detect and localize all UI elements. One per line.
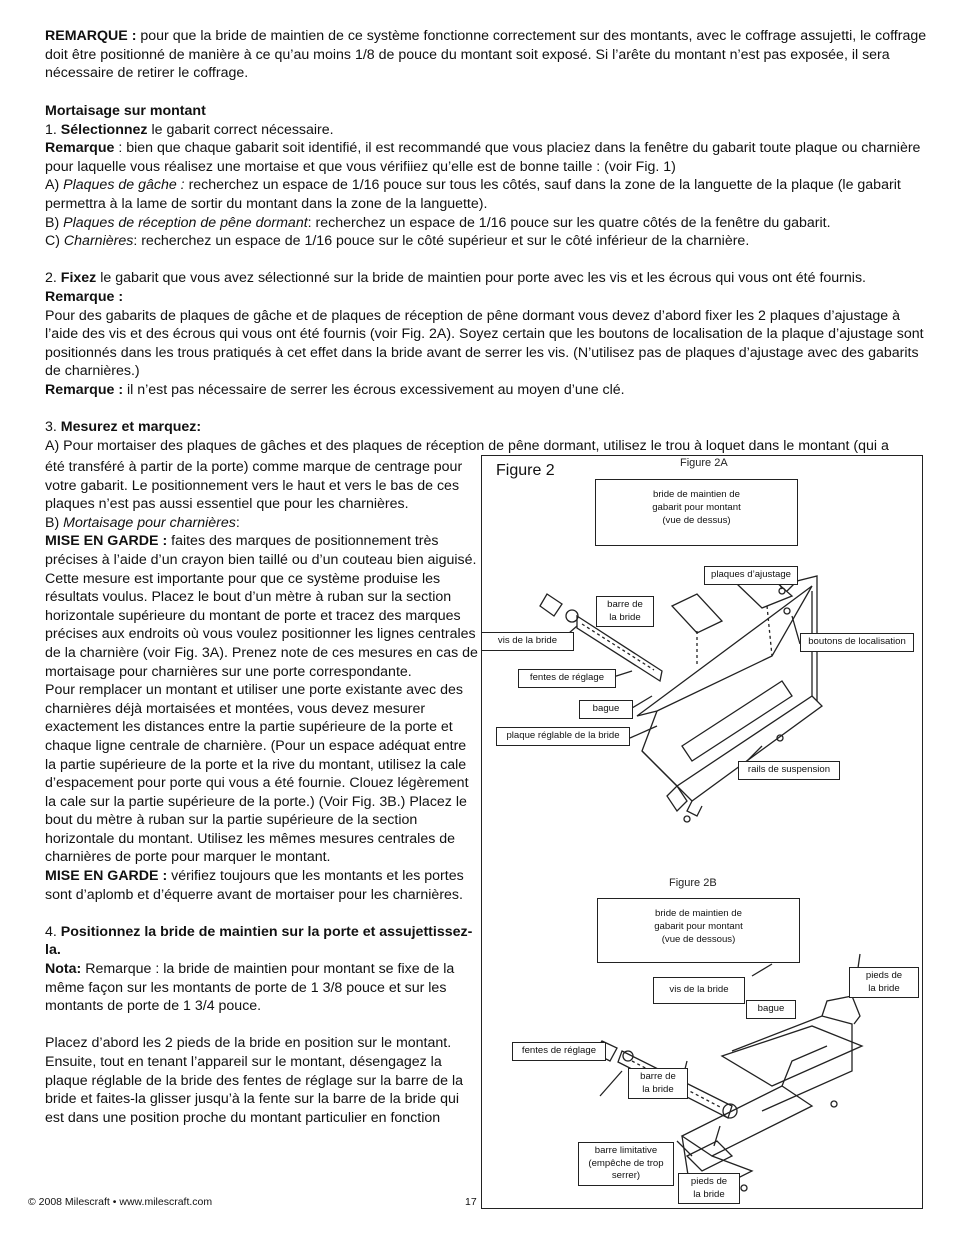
intro-remark: REMARQUE : pour que la bride de maintien de ce système fonctionne correctement sur des montants, avec le coffrage assujetti, le coffrage doit être positionné de manière à ce qu’au moins 1/8 de pouce du montant soit exposé. Si l’arête du montant n’est pas exposée, il sera nécessaire de retirer le coffrage. [45, 28, 927, 82]
step-4-para: Placez d’abord les 2 pieds de la bride en position sur le montant. Ensuite, tout en tenant l’appareil sur le montant, désengagez la plaque réglable de la bride des fentes de réglage sur la barre de la bride et faites-la glisser jusqu’à la fente sur la barre de la bride qui est dans une position proche du montant particulier en fonction [45, 1035, 464, 1126]
step-1: 1. Sélectionnez le gabarit correct nécessaire. [45, 121, 334, 138]
label-fentes-reglage-b: fentes de réglage [512, 1042, 606, 1061]
figure-title: Figure 2 [496, 462, 555, 479]
remark-label: REMARQUE : [45, 28, 137, 44]
step-1-c: C) Charnières: recherchez un espace de 1/16 pouce sur le côté supérieur et sur le côté inférieur de la charnière. [45, 233, 750, 250]
label-vis-de-la-bride-b: vis de la bride [653, 977, 745, 1004]
figure-2a-main-label: bride de maintien de gabarit pour montant (vue de dessus) [595, 479, 798, 546]
step-2-note-label: Remarque : [45, 288, 124, 305]
footer-copyright: © 2008 Milescraft • www.milescraft.com [28, 1196, 213, 1208]
label-rails-suspension: rails de suspension [738, 761, 840, 780]
label-bague-b: bague [746, 1000, 796, 1019]
label-plaques-ajustage: plaques d’ajustage [704, 566, 798, 585]
step-3-para-2: Pour remplacer un montant et utiliser une porte existante avec des charnières déjà mortaisées et montées, vous devez mesurer exactement les distances entre la partie supérieure de la porte et chaque ligne centrale de charnière. (Pour un espace adéquat entre la partie supérieure de la porte et la rive du montant, utilisez la cale d’espacement pour porte qui vous a été fournie. Clouez légèrement la cale sur la partie supérieure de la porte.) (Voir Fig. 3B.) Placez le bout du mètre à ruban sur la partie supérieure de la section horizontale du montant. Utilisez les mêmes mesures centrales de charnières de porte pour marquer le montant. [45, 682, 469, 866]
label-bague: bague [579, 700, 633, 719]
step-3: 3. Mesurez et marquez: [45, 419, 202, 436]
figure-2a-title: Figure 2A [680, 457, 728, 469]
step-3-a-cont: été transféré à partir de la porte) comme marque de centrage pour votre gabarit. Le positionnement vers le haut et vers le bas de ces plaques n’est pas aussi essentiel que pour les charnières. [45, 459, 463, 513]
step-1-note: Remarque : bien que chaque gabarit soit identifié, il est recommandé que vous placiez dans la fenêtre du gabarit toute plaque ou charnière pour laquelle vous réalisez une mortaise et que vous vérifiiez qu’elle est de bonne taille : (voir Fig. 1) [45, 140, 921, 175]
figure-2b-title: Figure 2B [669, 877, 717, 889]
step-1-b: B) Plaques de réception de pêne dormant: recherchez un espace de 1/16 pouce sur les quatre côtés de la fenêtre du gabarit. [45, 214, 831, 231]
label-boutons-localisation: boutons de localisation [800, 633, 914, 652]
step-4: 4. Positionnez la bride de maintien sur la porte et assujettissez-la. [45, 923, 473, 959]
section-1 [45, 102, 935, 455]
label-barre-de-la-bride-b: barre de la bride [628, 1068, 688, 1099]
warning-1: MISE EN GARDE : faites des marques de positionnement très précises à l’aide d’un crayon bien taillé ou d’un couteau bien aiguisé. [45, 533, 477, 568]
step-3-para-1: Cette mesure est importante pour que ce système produise les résultats voulus. Placez le bout d’un mètre à ruban sur la section horizontale supérieure du montant de porte et tracez des marques précises aux endroits où vous voulez positionner les lignes centrales de la charnière (voir Fig. 3A). Prenez note de ces mesures en cas de mortaisage pour charnières sur une porte correspondante. [45, 570, 478, 680]
figure-2 [481, 455, 923, 1209]
step-2-note-2: Remarque : il n’est pas nécessaire de serrer les écrous excessivement au moyen d’une clé. [45, 381, 625, 398]
section-heading: Mortaisage sur montant [45, 103, 206, 119]
left-column [45, 458, 481, 1127]
figure-2b-main-label: bride de maintien de gabarit pour montant (vue de dessous) [597, 898, 800, 963]
step-1-a: A) Plaques de gâche : recherchez un espace de 1/16 pouce sur tous les côtés, sauf dans la zone de la languette de la plaque (le gabarit permettra à la lame de sortir du montant dans la zone de la languette). [45, 177, 901, 212]
label-fentes-reglage: fentes de réglage [518, 669, 616, 688]
label-barre-limitative: barre limitative (empêche de trop serrer) [578, 1142, 674, 1186]
label-barre-de-la-bride: barre de la bride [596, 596, 654, 627]
step-2-note: Pour des gabarits de plaques de gâche et de plaques de réception de pêne dormant vous devez d’abord fixer les 2 plaques d’ajustage à l’aide des vis et des écrous qui vous ont été fournis (voir Fig. 2A). Soyez certain que les boutons de localisation de la plaque d’ajustage sont positionnés dans les trous pratiqués à cet effet dans la bride avant de serrer les vis. (N’utilisez pas de plaques d’ajustage avec des gabarits de charnières.) [45, 307, 924, 380]
label-vis-de-la-bride: vis de la bride [482, 632, 574, 651]
warning-2: MISE EN GARDE : vérifiez toujours que les montants et les portes sont d’aplomb et d’équerre avant de mortaiser pour les charnières. [45, 868, 464, 903]
step-2: 2. Fixez le gabarit que vous avez sélectionné sur la bride de maintien pour porte avec les vis et les écrous qui vous ont été fournis. [45, 270, 866, 287]
step-4-note: Nota: Remarque : la bride de maintien pour montant se fixe de la même façon sur les montants de porte de 1 3/8 pouce et sur les montants de porte de 1 3/4 pouce. [45, 961, 455, 1015]
step-3-b: B) Mortaisage pour charnières: [45, 514, 240, 531]
step-3-a-line: A) Pour mortaiser des plaques de gâches et des plaques de réception de pêne dormant, utilisez le trou à loquet dans le montant (qui a [45, 437, 889, 454]
label-pieds-bride-top: pieds de la bride [849, 967, 919, 998]
label-plaque-reglable: plaque réglable de la bride [496, 727, 630, 746]
page-number: 17 [465, 1196, 477, 1208]
label-pieds-bride-bottom: pieds de la bride [678, 1173, 740, 1204]
